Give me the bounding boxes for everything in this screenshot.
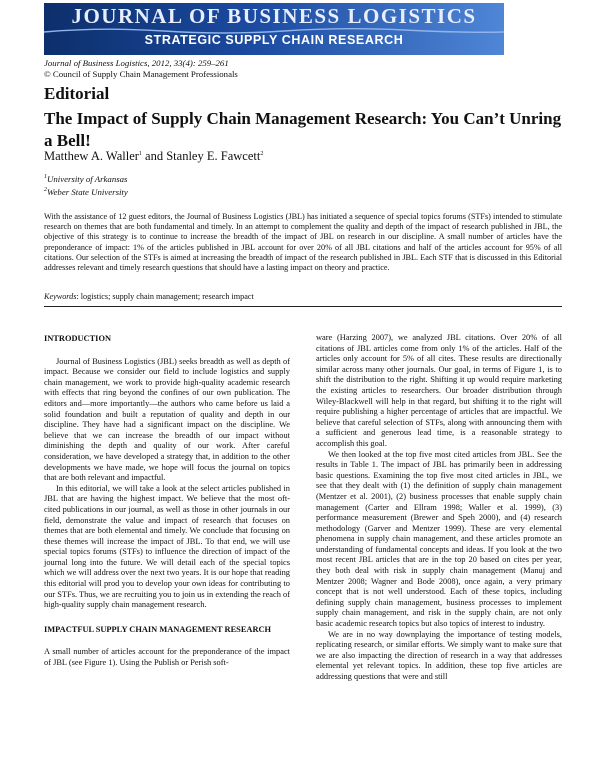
author-joiner: and: [141, 149, 167, 163]
heading-impactful-research: IMPACTFUL SUPPLY CHAIN MANAGEMENT RESEARCH: [44, 624, 272, 634]
journal-subtitle: STRATEGIC SUPPLY CHAIN RESEARCH: [144, 33, 404, 47]
author-1-affil-mark: 1: [138, 150, 142, 157]
citation-line: Journal of Business Logistics, 2012, 33(4): 259–261: [44, 58, 229, 68]
right-column: [316, 333, 562, 683]
body-paragraph: Journal of Business Logistics (JBL) seeks breadth as well as depth of impact. Because we consider our field to include logistics and supply chain management, we work to provide high-quality academic research with effects that ring beyond the confines of our own publication. The editors and—more importantly—the authors who came before us laid a solid foundation and built a reputation of quality and depth in our discipline. They have had a significant impact on the discipline. We believe that we can increase the breadth of our impact without diminishing the depth and quality of our work. After careful consideration, we have developed a strategy that, in addition to the other developments we have made, we hope will focus the journal on topics that are both relevant and impactful.: [44, 356, 290, 483]
keywords-label: Keywords: [44, 292, 77, 301]
heading-introduction: INTRODUCTION: [44, 334, 112, 343]
author-2-affil-mark: 2: [260, 150, 264, 157]
journal-name: JOURNAL OF BUSINESS LOGISTICS: [71, 4, 477, 28]
keywords-text: : logistics; supply chain management; research impact: [76, 292, 254, 301]
affiliations: [44, 172, 128, 198]
author-2: Stanley E. Fawcett: [166, 149, 261, 163]
body-paragraph: ware (Harzing 2007), we analyzed JBL citations. Over 20% of all citations of JBL articles come from only 1% of the articles. Half of the articles only account for 5% of all cites. These results are directionally similar across many other journals. Our goal, in terms of Figure 1, is to shift the distribution to the right. Shifting it up would require marketing the existing articles to researchers. Our broader distribution through Wiley-Blackwell will help in that regard, but shifting it to the right will require publishing a higher percentage of articles that are impactful. We believe that careful selection of STFs, along with announcing them with a sufficient and generous lead time, is a reasonable strategy to accomplish this goal.: [316, 333, 562, 448]
copyright-line: © Council of Supply Chain Management Professionals: [44, 69, 238, 79]
author-line: [44, 149, 263, 164]
article-title: The Impact of Supply Chain Management Research: You Can’t Unring a Bell!: [44, 109, 562, 150]
left-column: [44, 334, 290, 669]
section-label: Editorial: [44, 84, 110, 103]
author-1: Matthew A. Waller: [44, 149, 139, 163]
journal-banner: [44, 3, 504, 55]
affiliation-1: $^1$University of Arkansas: [44, 173, 128, 184]
body-paragraph: We then looked at the top five most cited articles from JBL. See the results in Table 1. The impact of JBL has primarily been in addressing basic questions. Examining the top five most cited articles in JBL, we see that they dealt with (1) the definition of supply chain management (Mentzer et al. 2001), (2) business processes that enable supply chain management (Carter and Ellram 1998; Waller et al. 1999), (3) performance measurement (Brewer and Speh 2000), and (4) research methodology (Garver and Mentzer 1999). These are very elemental phenomena in supply chain management, and these articles promote an understanding of fundamental concepts and ideas. If you look at the two most recent JBL articles that are in the top 20 based on cites per year, they both deal with risk in supply chain management (Manuj and Mentzer 2008; Wagner and Bode 2008), once again, a very primary concept that is not well understood. Each of these topics, including defining supply chain management, business processes to implement supply chain management, and risk in the supply chain, are not only basic academic research topics but also topics of interest to industry.: [316, 449, 562, 629]
affiliation-2: $^2$Weber State University: [44, 186, 128, 197]
body-paragraph: A small number of articles account for the preponderance of the impact of JBL (see Figure 1). Using the Publish or Perish soft-: [44, 647, 290, 668]
body-paragraph: In this editorial, we will take a look at the select articles published in JBL that are having the highest impact. We believe that the most oft-cited publications in our journal, as well as those in other journals in our field, demonstrate the value and impact of research that focuses on themes that are both elemental and timely. We conclude that focusing on these themes will increase the impact of JBL. To that end, we will use special topics forums (STFs) to influence the direction of impact of the journal long into the future. We will detail each of the special topics which we will address over the next two years. It is our hope that reading this editorial will prod you to develop your own ideas for contributing to our STFs. Thus, we are recruiting you to join us in extending the reach of high-quality supply chain management research.: [44, 483, 290, 610]
body-paragraph: We are in no way downplaying the importance of testing models, replicating research, or similar efforts. We simply want to make sure that we are also impacting the direction of research in a way that addresses elemental yet relevant topics. In addition, these top five articles are addressing questions that were and still: [316, 629, 562, 681]
abstract: With the assistance of 12 guest editors, the Journal of Business Logistics (JBL) has initiated a sequence of special topics forums (STFs) intended to stimulate research on themes that are both fundamental and timely. In an attempt to complement the quality and depth of the impact of research published in JBL, the objective of this strategy is to continue to increase the breadth of the impact of JBL on research in our discipline. A small number of articles have the preponderance of impact: 1% of the articles published in JBL account for over 20% of all JBL citations and half of the articles account for 95% of all citations. Our selection of the STFs is aimed at increasing the breadth of impact of the research published in JBL. Each STF that is discussed in this Editorial addresses relevant and timely research questions that should have a lasting impact on theory and practice.: [44, 212, 562, 273]
keywords: [44, 292, 254, 301]
section-divider: [44, 306, 562, 307]
citation-block: [44, 58, 444, 80]
